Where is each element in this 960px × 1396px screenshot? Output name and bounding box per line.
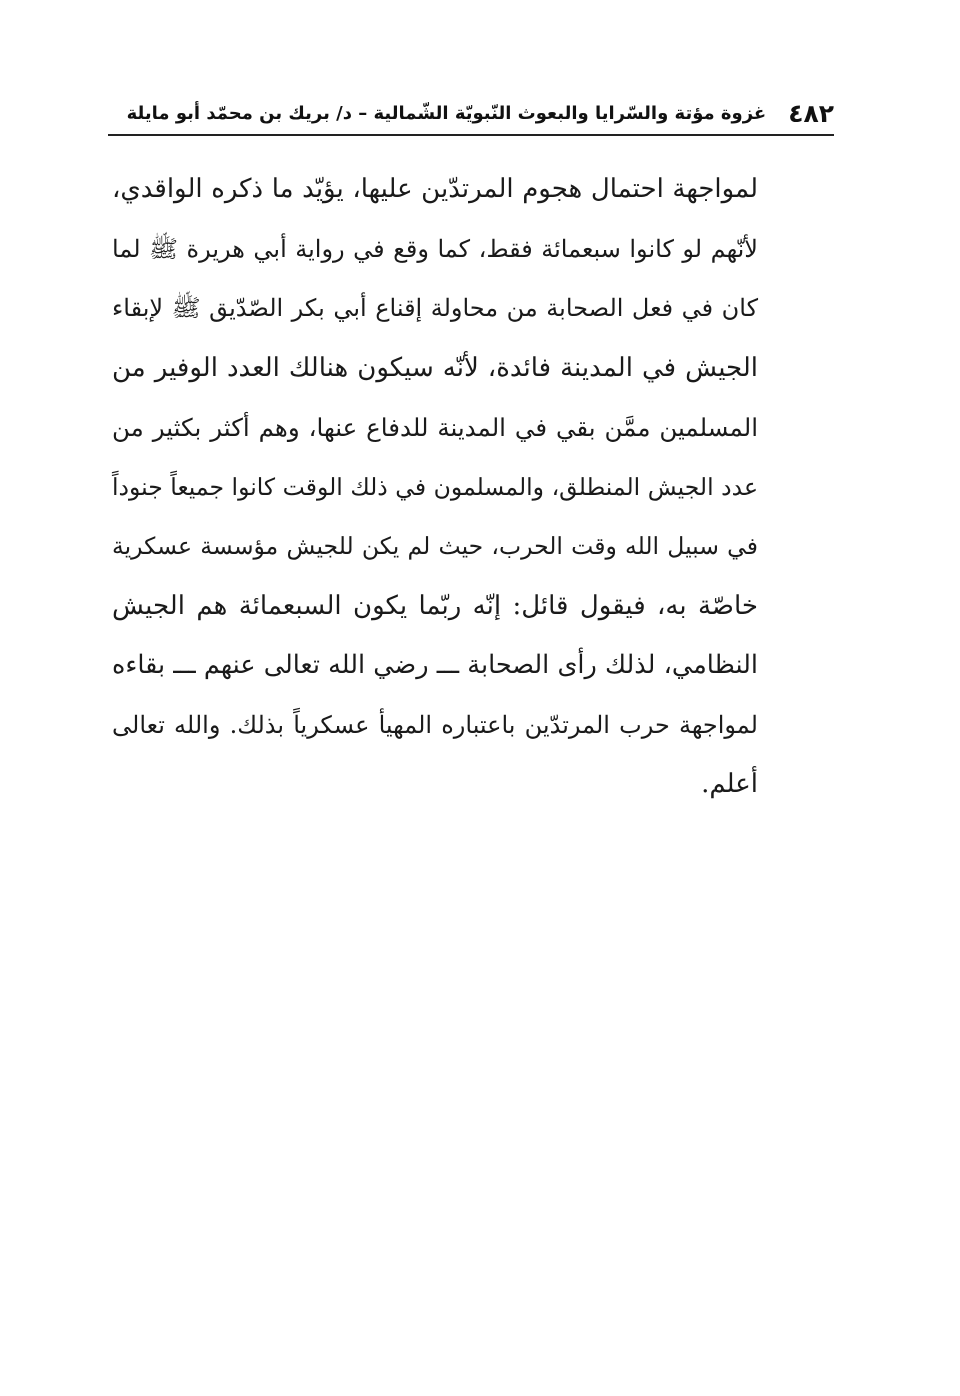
text-line: المسلمين ممَّن بقي في المدينة للدفاع عنها، وهم أكثر بكثير من xyxy=(112,413,758,442)
text-line: خاصّة به، فيقول قائل: إنّه ربّما يكون السبعمائة هم الجيش xyxy=(112,590,758,621)
running-header xyxy=(108,96,834,136)
text-line-last: أعلم. xyxy=(701,769,758,799)
running-title: غزوة مؤتة والسّرايا والبعوث النّبويّة الشّمالية – د/ بريك بن محمّد أبو مايلة xyxy=(126,102,767,124)
text-line: لمواجهة احتمال هجوم المرتدّين عليها، يؤيّد ما ذكره الواقدي، xyxy=(112,174,758,204)
text-line: الجيش في المدينة فائدة، لأنّه سيكون هنالك العدد الوفير من xyxy=(112,352,758,383)
text-line: كان في فعل الصحابة من محاولة إقناع أبي بكر الصّدّيق ﷺ لإبقاء xyxy=(112,294,758,322)
text-line: عدد الجيش المنطلق، والمسلمون في ذلك الوقت كانوا جميعاً جنوداً xyxy=(112,472,758,501)
page-number: ٤٨٢ xyxy=(788,98,834,128)
text-line: النظامي، لذلك رأى الصحابة ـــ رضي الله تعالى عنهم ـــ بقاءه xyxy=(112,650,758,680)
text-line: لمواجهة حرب المرتدّين باعتباره المهيأ عسكرياً بذلك. والله تعالى xyxy=(112,710,758,739)
body-text xyxy=(112,160,758,815)
text-line: في سبيل الله وقت الحرب، حيث لم يكن للجيش مؤسسة عسكرية xyxy=(112,532,758,560)
text-line: لأنّهم لو كانوا سبعمائة فقط، كما وقع في رواية أبي هريرة ﷺ لما xyxy=(112,234,758,263)
